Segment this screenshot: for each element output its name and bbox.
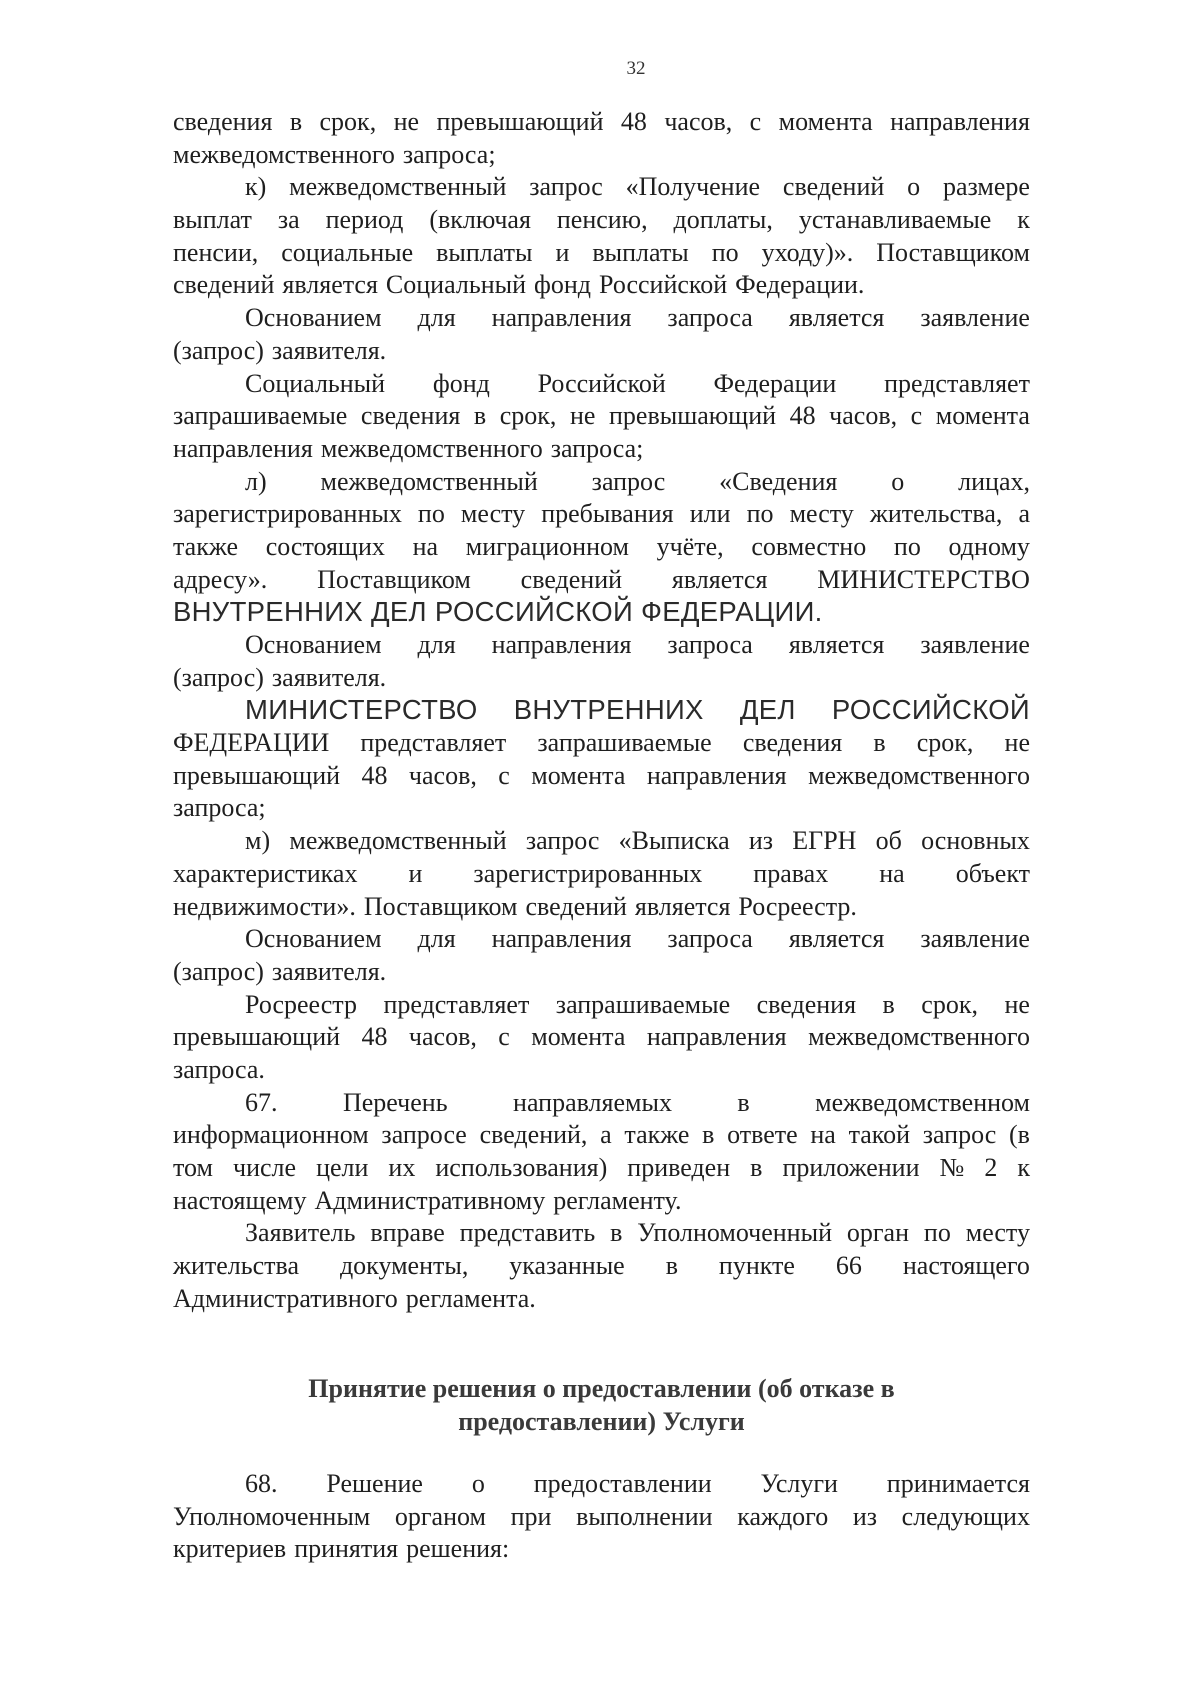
- text-line: Уполномоченным органом при выполнении каждого из следующих: [173, 1501, 1030, 1531]
- text-line: м) межведомственный запрос «Выписка из ЕГРН об основных: [245, 826, 1030, 856]
- text-line: 67. Перечень направляемых в межведомственном: [245, 1087, 1030, 1117]
- text-line: л) межведомственный запрос «Сведения о лицах,: [245, 466, 1030, 496]
- heading-line-2: предоставлении) Услуги: [458, 1407, 745, 1436]
- text-line: Росреестр представляет запрашиваемые сведения в срок, не: [245, 989, 1030, 1019]
- text-line: сведений является Социальный фонд Российской Федерации.: [173, 270, 865, 300]
- text-line: к) межведомственный запрос «Получение сведений о размере: [245, 172, 1030, 202]
- text-line: (запрос) заявителя.: [173, 956, 387, 986]
- text-line: запрашиваемые сведения в срок, не превышающий 48 часов, с момента: [173, 401, 1030, 431]
- text-line: Административного регламента.: [173, 1283, 536, 1313]
- text-line: зарегистрированных по месту пребывания или по месту жительства, а: [173, 499, 1030, 529]
- text-line: том числе цели их использования) приведен в приложении № 2 к: [173, 1153, 1030, 1182]
- text-line: Основанием для направления запроса является заявление: [245, 924, 1030, 954]
- section-heading: [173, 1372, 1030, 1438]
- text-line: ФЕДЕРАЦИИ представляет запрашиваемые сведения в срок, не: [173, 728, 1030, 758]
- text-line: Социальный фонд Российской Федерации представляет: [245, 368, 1030, 398]
- text-line: выплат за период (включая пенсию, доплаты, устанавливаемые к: [173, 205, 1030, 235]
- text-line: запроса;: [173, 793, 266, 823]
- text-line: пенсии, социальные выплаты и выплаты по уходу)». Поставщиком: [173, 237, 1030, 267]
- text-line: направления межведомственного запроса;: [173, 433, 644, 463]
- text-line: (запрос) заявителя.: [173, 335, 387, 365]
- text-line: критериев принятия решения:: [173, 1534, 510, 1564]
- text-line: также состоящих на миграционном учёте, совместно по одному: [173, 531, 1030, 561]
- body-text: [173, 106, 1030, 1315]
- text-line: ВНУТРЕННИХ ДЕЛ РОССИЙСКОЙ ФЕДЕРАЦИИ.: [173, 596, 823, 628]
- text-line: жительства документы, указанные в пункте 66 настоящего: [173, 1251, 1030, 1281]
- text-line: недвижимости». Поставщиком сведений является Росреестр.: [173, 891, 857, 921]
- text-line: превышающий 48 часов, с момента направления межведомственного: [173, 1022, 1030, 1052]
- text-line: превышающий 48 часов, с момента направления межведомственного: [173, 760, 1030, 790]
- text-line: межведомственного запроса;: [173, 139, 496, 169]
- text-line: характеристиках и зарегистрированных правах на объект: [173, 858, 1030, 888]
- heading-line-1: Принятие решения о предоставлении (об отказе в: [308, 1374, 895, 1403]
- paragraph-68: [173, 1468, 1030, 1566]
- page-number: 32: [626, 58, 646, 79]
- text-line: 68. Решение о предоставлении Услуги принимается: [245, 1469, 1030, 1498]
- text-line: информационном запросе сведений, а также в ответе на такой запрос (в: [173, 1120, 1030, 1150]
- text-line: МИНИСТЕРСТВО ВНУТРЕННИХ ДЕЛ РОССИЙСКОЙ: [245, 694, 1030, 726]
- text-line: Заявитель вправе представить в Уполномоченный орган по месту: [245, 1218, 1030, 1248]
- text-line: сведения в срок, не превышающий 48 часов, с момента направления: [173, 107, 1030, 136]
- text-line: (запрос) заявителя.: [173, 662, 387, 692]
- text-line: адресу». Поставщиком сведений является МИНИСТЕРСТВО: [173, 564, 1030, 594]
- text-line: Основанием для направления запроса является заявление: [245, 303, 1030, 333]
- text-line: настоящему Административному регламенту.: [173, 1185, 682, 1215]
- text-line: Основанием для направления запроса является заявление: [245, 630, 1030, 659]
- text-line: запроса.: [173, 1054, 265, 1084]
